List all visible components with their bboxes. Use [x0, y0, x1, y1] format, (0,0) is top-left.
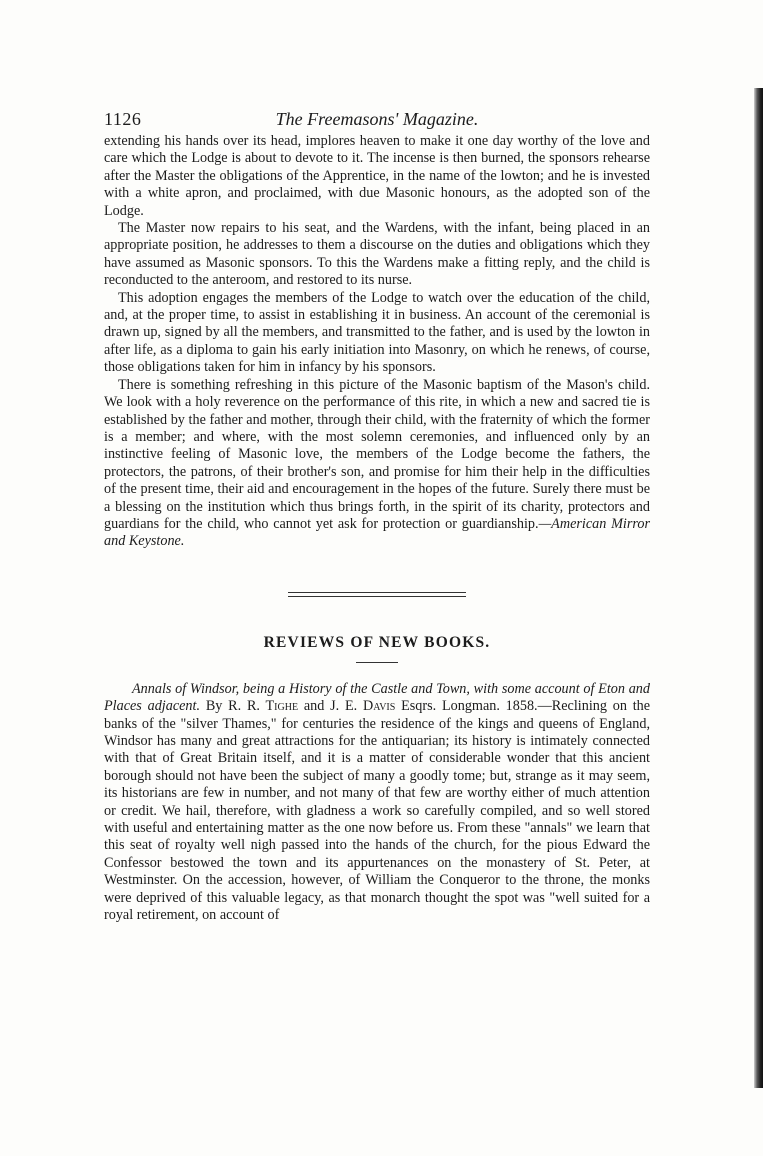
review-text: Esqrs. Longman. 1858.—Reclining on the banks of the "silver Thames," for centuries the residence of the kings and queens of England, Windsor has many and great attractions for the antiquarian; its history is intimately connected with that of Great Britain itself, and it is a matter of considerable wonder that this ancient borough should not have been the subject of many a goodly tome; but, strange as it may seem, its historians are few in number, and not many of that few are worthy either of much attention or credit. We hail, therefore, with gladness a work so carefully compiled, and so well stored with useful and entertaining matter as the one now before us. From these "annals" we learn that this seat of royalty well nigh passed into the hands of the church, for the pious Edward the Confessor bestowed the town and its appurtenances on the monastery of St. Peter, at Westminster. On the accession, however, of William the Conqueror to the throne, the monks were deprived of this valuable legacy, as that monarch thought the spot was "well suited for a royal retirement, on account of — [104, 698, 651, 924]
and-word: and — [303, 698, 325, 715]
article-paragraph: This adoption engages the members of the Lodge to watch over the education of the child, and, at the proper time, to assist in establishing it in business. An account of the ceremonial is drawn up, signed by all the members, and transmitted to the father, and is used by the lowton in after life, as a diploma to gain his early initiation into Masonry, on which he renews, of course, those obligations taken for him in infancy by his sponsors. — [104, 289, 650, 376]
book-title: Annals of Windsor, being a History of the Castle and Town, with some account of Eton and Places adjacent. — [104, 680, 650, 715]
section-divider — [288, 592, 466, 597]
author-name: R. R. Tighe — [228, 698, 299, 715]
article-source: —American Mirror and Keystone. — [104, 515, 650, 550]
page-column — [104, 103, 650, 924]
article-paragraph: extending his hands over its head, implores heaven to make it one day worthy of the love and care which the Lodge is about to devote to it. The incense is then burned, the sponsors rehearse after the Master the obligations of the Apprentice, in the name of the lowton; and he is invested with a white apron, and proclaimed, with due Masonic honours, as the adopted son of the Lodge. — [104, 133, 650, 219]
article-paragraph: The Master now repairs to his seat, and the Wardens, with the infant, being placed in an appropriate position, he addresses to them a discourse on the duties and obligations which they have assumed as Masonic sponsors. To this the Wardens make a fitting reply, and the child is reconducted to the anteroom, and restored to its nurse. — [104, 220, 650, 289]
running-head — [104, 103, 650, 133]
review-paragraph — [104, 681, 650, 925]
page-number: 1126 — [104, 109, 142, 129]
magazine-title: The Freemasons' Magazine. — [275, 109, 479, 129]
reviews-heading: REVIEWS OF NEW BOOKS. — [263, 633, 491, 651]
by-word: By — [205, 698, 223, 715]
page-binding-edge — [754, 88, 763, 1088]
article-paragraph-text: There is something refreshing in this picture of the Masonic baptism of the Mason's child. We look with a holy reverence on the performance of this rite, in which a new and sacred tie is established by the father and mother, through their child, with the fraternity of which the former is a member; and where, with the most solemn ceremonies, and influenced only by an instinctive feeling of Masonic love, the members of the Lodge become the fathers, the protectors, the patrons, of their brother's son, and promise for him their help in the difficulties of the present time, their aid and encouragement in the hopes of the future. Surely there must be a blessing on the institution which thus brings forth, in the spirit of its charity, protectors and guardians for the child, who cannot yet ask for protection or guardianship. — [104, 376, 650, 532]
author-name: J. E. Davis — [330, 698, 396, 715]
heading-rule — [356, 662, 398, 663]
article-paragraph-final — [104, 377, 650, 551]
article-body — [104, 133, 650, 551]
